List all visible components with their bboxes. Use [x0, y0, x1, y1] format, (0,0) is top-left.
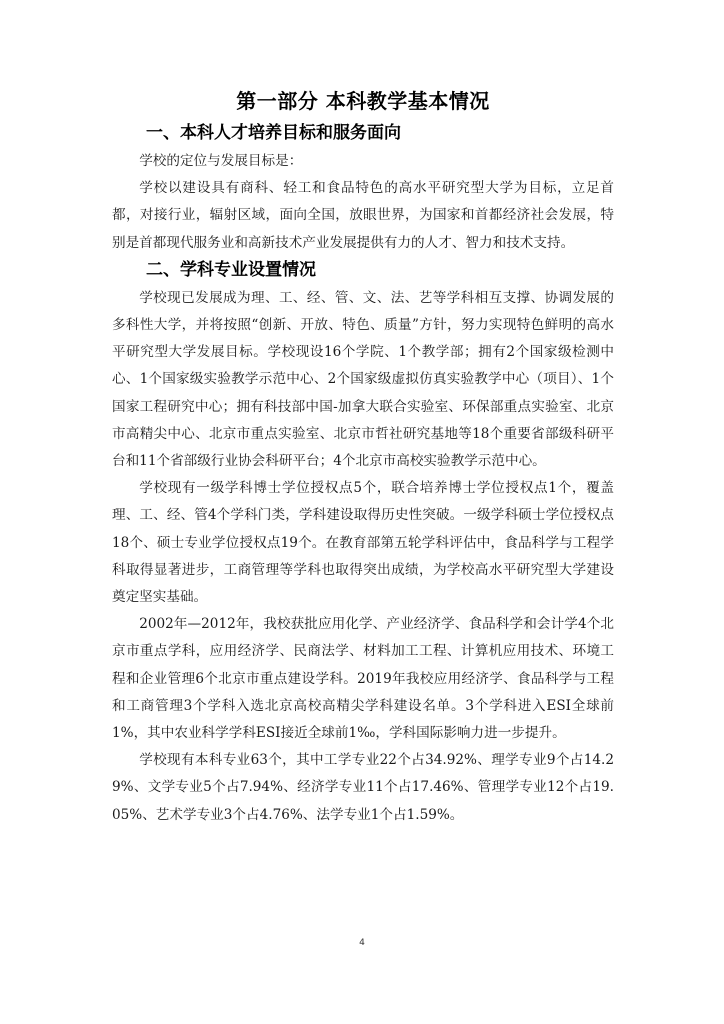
document-body — [112, 84, 614, 829]
paragraph-undergraduate-majors: 学校现有本科专业63个，其中工学专业22个占34.92%、理学专业9个占14.29%、文学专业5个占7.94%、经济学专业11个占17.46%、管理学专业12个占19.05%、艺术学专业3个占4.76%、法学专业1个占1.59%。 — [112, 752, 614, 823]
section-heading-disciplines: 二、学科专业设置情况 — [146, 259, 316, 280]
page-number: 4 — [359, 938, 365, 948]
paragraph-positioning-intro: 学校的定位与发展目标是： — [139, 153, 303, 169]
paragraph-degree-authorization: 学校现有一级学科博士学位授权点5个，联合培养博士学位授权点1个，覆盖理、工、经、管4个学科门类，学科建设取得历史性突破。一级学科硕士学位授权点18个、硕士专业学位授权点19个。在教育部第五轮学科评估中，食品科学与工程学科取得显著进步，工商管理等学科也取得突出成绩，为学校高水平研究型大学建设奠定坚实基础。 — [112, 480, 614, 606]
section-heading-training-goals: 一、本科人才培养目标和服务面向 — [146, 123, 401, 143]
paragraph-positioning-goal: 学校以建设具有商科、轻工和食品特色的高水平研究型大学为目标，立足首都，对接行业，辐射区域，面向全国，放眼世界，为国家和首都经济社会发展，特别是首都现代服务业和高新技术产业发展提供有力的人才、智力和技术支持。 — [112, 180, 614, 251]
page-title: 第一部分 本科教学基本情况 — [236, 89, 490, 113]
paragraph-key-disciplines: 2002年—2012年，我校获批应用化学、产业经济学、食品科学和会计学4个北京市重点学科，应用经济学、民商法学、材料加工工程、计算机应用技术、环境工程和企业管理6个北京市重点建设学科。2019年我校应用经济学、食品科学与工程和工商管理3个学科入选北京高校高精尖学科建设名单。3个学科进入ESI全球前1%，其中农业科学学科ESI接近全球前1‰，学科国际影响力进一步提升。 — [112, 616, 614, 742]
paragraph-discipline-overview: 学校现已发展成为理、工、经、管、文、法、艺等学科相互支撑、协调发展的多科性大学，并将按照“创新、开放、特色、质量”方针，努力实现特色鲜明的高水平研究型大学发展目标。学校现设16个学院、1个教学部；拥有2个国家级检测中心、1个国家级实验教学示范中心、2个国家级虚拟仿真实验教学中心（项目）、1个国家工程研究中心；拥有科技部中国-加拿大联合实验室、环保部重点实验室、北京市高精尖中心、北京市重点实验室、北京市哲社研究基地等18个重要省部级科研平台和11个省部级行业协会科研平台；4个北京市高校实验教学示范中心。 — [112, 289, 614, 470]
